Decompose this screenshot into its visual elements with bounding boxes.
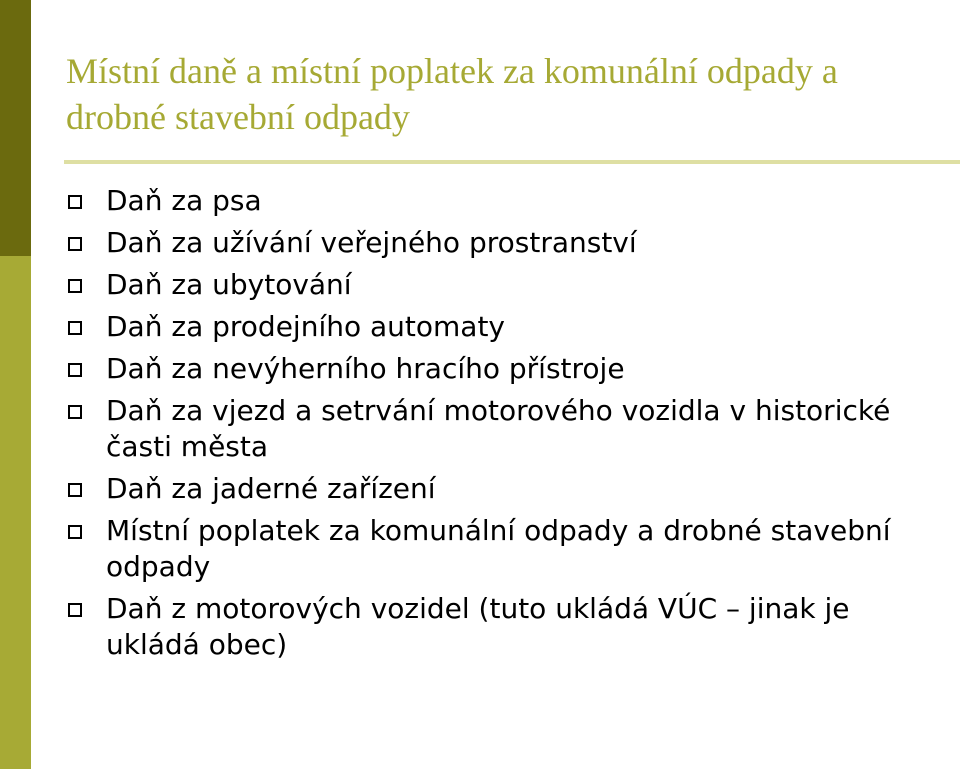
hollow-square-bullet-icon: [68, 363, 82, 377]
list-item-text: Daň za ubytování: [106, 268, 352, 301]
hollow-square-bullet-icon: [68, 603, 82, 617]
list-item-text: Daň za vjezd a setrvání motorového vozidla v historické časti města: [106, 394, 891, 463]
list-item: [64, 183, 944, 219]
hollow-square-bullet-icon: [68, 321, 82, 335]
list-item-text: Daň za prodejního automaty: [106, 310, 505, 343]
sidebar-accent: [0, 0, 31, 769]
list-item-text: Daň za jaderné zařízení: [106, 472, 436, 505]
list-item: [64, 471, 944, 507]
hollow-square-bullet-icon: [68, 483, 82, 497]
list-item: [64, 309, 944, 345]
list-item: [64, 591, 944, 663]
list-item-text: Daň z motorových vozidel (tuto ukládá VÚC – jinak je ukládá obec): [106, 592, 850, 661]
hollow-square-bullet-icon: [68, 525, 82, 539]
hollow-square-bullet-icon: [68, 195, 82, 209]
list-item: [64, 351, 944, 387]
slide-title: Místní daně a místní poplatek za komunální odpady a drobné stavební odpady: [66, 51, 838, 137]
list-item: [64, 267, 944, 303]
list-item: [64, 225, 944, 261]
list-item: [64, 393, 944, 465]
title-divider: [64, 160, 960, 164]
list-item-text: Místní poplatek za komunální odpady a drobné stavební odpady: [106, 514, 891, 583]
hollow-square-bullet-icon: [68, 237, 82, 251]
bullet-list: [64, 183, 944, 669]
list-item-text: Daň za nevýherního hracího přístroje: [106, 352, 625, 385]
hollow-square-bullet-icon: [68, 405, 82, 419]
list-item-text: Daň za užívání veřejného prostranství: [106, 226, 637, 259]
hollow-square-bullet-icon: [68, 279, 82, 293]
sidebar-accent-dark: [0, 0, 31, 256]
sidebar-accent-light: [0, 256, 31, 769]
list-item: [64, 513, 944, 585]
list-item-text: Daň za psa: [106, 184, 262, 217]
